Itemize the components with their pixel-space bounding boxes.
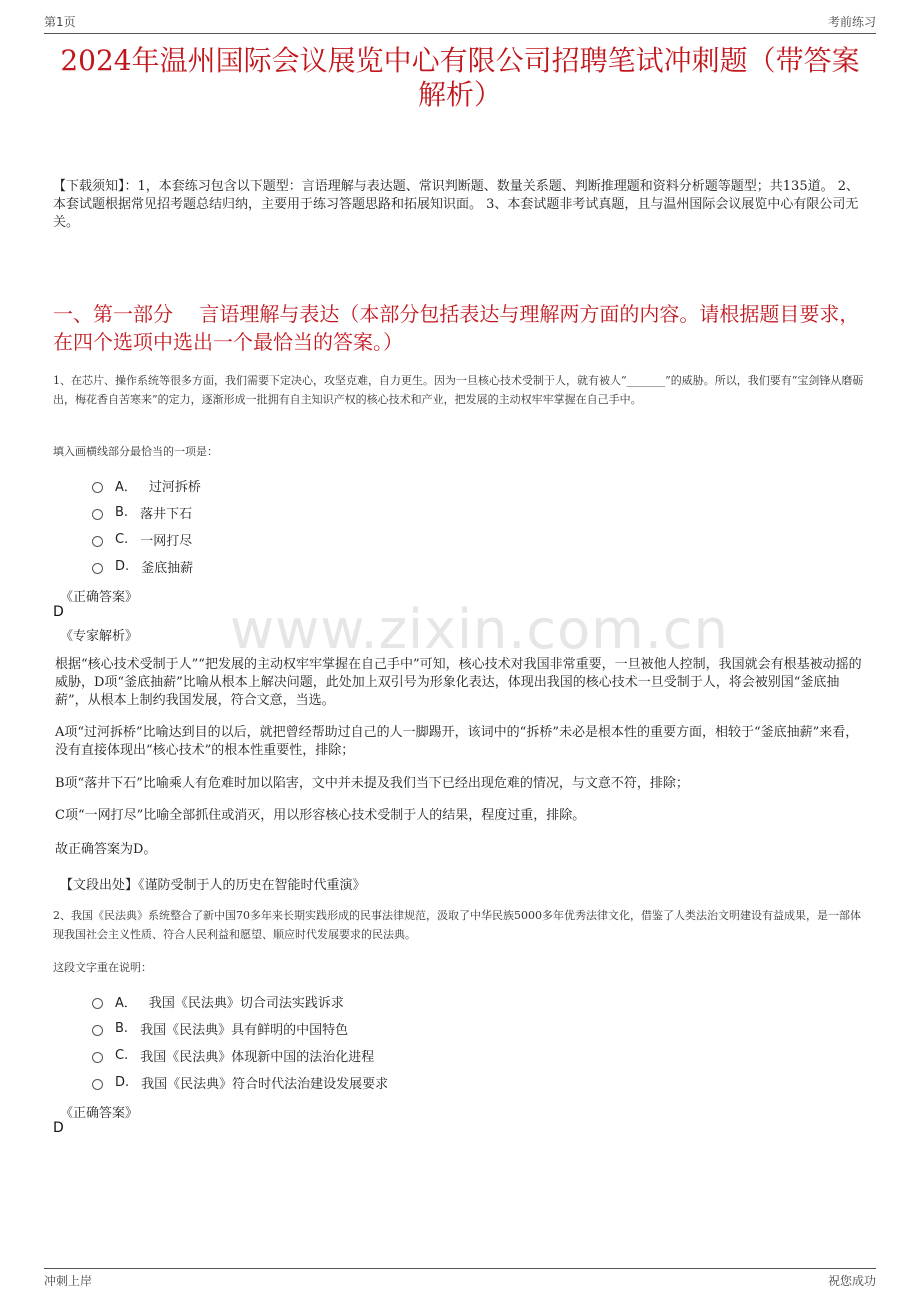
q1-option-a[interactable]: A． 过河拆桥	[92, 476, 201, 495]
q1-option-c[interactable]: C. 一网打尽	[92, 530, 192, 549]
option-text: 我国《民法典》体现新中国的法治化进程	[140, 1050, 375, 1065]
radio-icon[interactable]	[92, 1025, 103, 1036]
watermark: www.zixin.com.cn	[230, 598, 729, 661]
q1-analysis-para: C项“一网打尽”比喻全部抓住或消灭，用以形容核心技术受制于人的结果，程度过重，排除。	[55, 808, 586, 823]
radio-icon[interactable]	[92, 482, 103, 493]
radio-icon[interactable]	[92, 563, 103, 574]
q2-option-b[interactable]: B. 我国《民法典》具有鲜明的中国特色	[92, 1019, 348, 1038]
q1-source: 【文段出处】《谨防受制于人的历史在智能时代重演》	[60, 878, 366, 893]
option-text: 我国《民法典》切合司法实践诉求	[148, 996, 344, 1011]
option-text: 过河拆桥	[148, 480, 201, 495]
q1-analysis-para: B项“落井下石”比喻乘人有危难时加以陷害，文中并未提及我们当下已经出现危难的情况，与文意不符，排除；	[55, 776, 689, 791]
header-right-text: 考前练习	[827, 15, 876, 29]
radio-icon[interactable]	[92, 509, 103, 520]
q2-answer-label: 《正确答案》	[60, 1106, 139, 1121]
page-footer	[44, 1268, 876, 1292]
radio-icon[interactable]	[92, 536, 103, 547]
question-1-prompt: 填入画横线部分最恰当的一项是：	[53, 445, 218, 458]
radio-icon[interactable]	[92, 998, 103, 1009]
q2-option-a[interactable]: A． 我国《民法典》切合司法实践诉求	[92, 992, 344, 1011]
option-text: 落井下石	[140, 507, 193, 522]
q1-analysis-label: 《专家解析》	[60, 629, 139, 644]
page-number: 第1页	[44, 15, 76, 29]
q1-analysis-para: A项“过河拆桥”比喻达到目的以后，就把曾经帮助过自己的人一脚踢开，该词中的“拆桥”未必是根本性的重要方面，相较于“釜底抽薪”来看，没有直接体现出“核心技术”的根本性重要性，排除；	[55, 725, 859, 758]
q2-option-c[interactable]: C. 我国《民法典》体现新中国的法治化进程	[92, 1046, 374, 1065]
q2-answer: D	[53, 1120, 64, 1136]
option-text: 我国《民法典》具有鲜明的中国特色	[140, 1023, 349, 1038]
footer-left-text: 冲刺上岸	[44, 1274, 93, 1288]
q1-analysis-para: 根据“核心技术受制于人”“把发展的主动权牢牢掌握在自己手中”可知，核心技术对我国非常重要，一旦被他人控制，我国就会有根基被动摇的威胁，D项“釜底抽薪”比喻从根本上解决问题，此处加上双引号为形象化表达，体现出我国的核心技术一旦受制于人，将会被别国“釜底抽薪”，从根本上制约我国发展，符合文意，当选。	[55, 657, 862, 708]
q1-option-d[interactable]: D. 釜底抽薪	[92, 557, 193, 576]
q1-option-b[interactable]: B. 落井下石	[92, 503, 192, 522]
q2-option-d[interactable]: D. 我国《民法典》符合时代法治建设发展要求	[92, 1073, 388, 1092]
radio-icon[interactable]	[92, 1052, 103, 1063]
option-text: 釜底抽薪	[141, 561, 194, 576]
page-header	[44, 13, 876, 34]
document-title: 2024年温州国际会议展览中心有限公司招聘笔试冲刺题（带答案解析）	[60, 44, 860, 111]
section-title: 一、第一部分 言语理解与表达（本部分包括表达与理解两方面的内容。请根据题目要求，在四个选项中选出一个最恰当的答案。）	[53, 302, 860, 354]
footer-right-text: 祝您成功	[827, 1274, 876, 1288]
option-text: 我国《民法典》符合时代法治建设发展要求	[141, 1077, 389, 1092]
option-text: 一网打尽	[140, 534, 193, 549]
question-2-prompt: 这段文字重在说明：	[53, 961, 152, 974]
radio-icon[interactable]	[92, 1079, 103, 1090]
q1-answer-label: 《正确答案》	[60, 590, 139, 605]
download-notice: 【下载须知】：1，本套练习包含以下题型：言语理解与表达题、常识判断题、数量关系题、判断推理题和资料分析题等题型；共135道。 2、本套试题根据常见招考题总结归纳，主要用于练习答题思路和拓展知识面。 3、本套试题非考试真题，且与温州国际会议展览中心有限公司无关。	[53, 179, 859, 230]
q1-answer: D	[53, 604, 64, 620]
question-1-text: 1、在芯片、操作系统等很多方面，我们需要下定决心，攻坚克难，自力更生。因为一旦核心技术受制于人，就有被人“_______”的威胁。所以，我们要有“宝剑锋从磨砺出，梅花香自苦寒来”的定力，逐渐形成一批拥有自主知识产权的核心技术和产业，把发展的主动权牢牢掌握在自己手中。	[53, 374, 864, 406]
question-2-text: 2、我国《民法典》系统整合了新中国70多年来长期实践形成的民事法律规范，汲取了中华民族5000多年优秀法律文化，借鉴了人类法治文明建设有益成果，是一部体现我国社会主义性质、符合人民利益和愿望、顺应时代发展要求的民法典。	[53, 909, 861, 941]
q1-analysis-para: 故正确答案为D。	[55, 842, 157, 857]
